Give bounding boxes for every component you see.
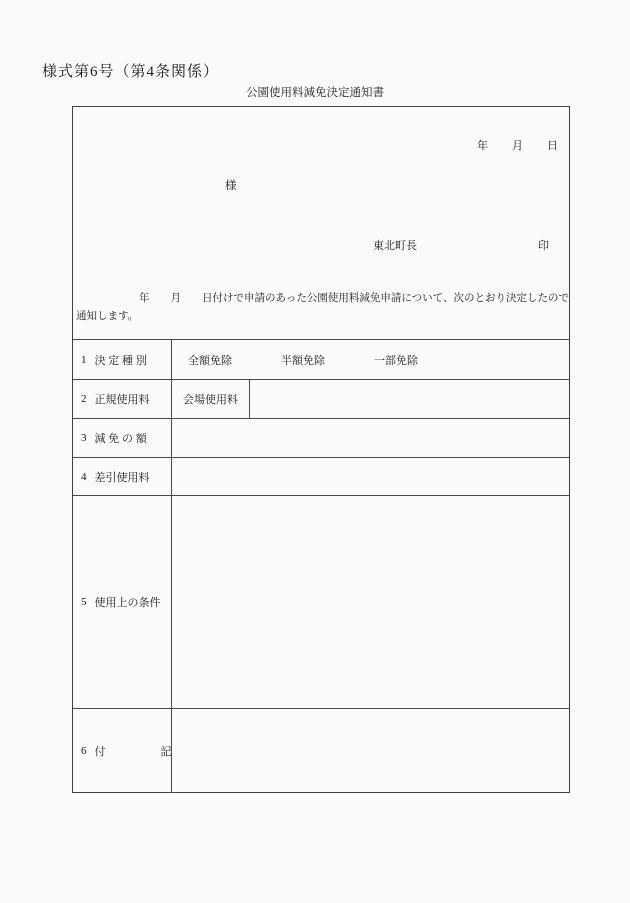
- table-row-net-fee: [73, 457, 569, 495]
- regular-fee-value-cell: [250, 380, 569, 418]
- row-label-net-fee: [73, 458, 172, 495]
- option-half-exemption: 半額免除: [281, 354, 325, 367]
- remarks-value-cell: [172, 709, 569, 793]
- exemption-amount-value-cell: [172, 419, 569, 457]
- venue-fee-label: 会場使用料: [172, 380, 250, 418]
- row-number: 3: [81, 432, 87, 444]
- row-label-text: 付 記: [94, 746, 172, 758]
- seal-mark: 印: [538, 240, 549, 252]
- notice-paragraph: [76, 290, 569, 326]
- form-number: 様式第6号（第4条関係）: [42, 64, 220, 80]
- row-number: 6: [81, 745, 87, 757]
- net-fee-value-cell: [172, 458, 569, 495]
- row-number: 2: [81, 393, 87, 405]
- row-label-text: 決 定 種 別: [94, 354, 147, 367]
- row-label-text: 使用上の条件: [94, 597, 161, 609]
- day-label: 日: [547, 140, 558, 152]
- table-row-remarks: [73, 708, 569, 793]
- row-label-remarks: [73, 709, 172, 793]
- notice-line-1: 年 月 日付けで申請のあった公園使用料減免申請について、次のとおり決定したので: [76, 293, 569, 304]
- addressee-honorific: 様: [225, 180, 237, 192]
- table-row-decision-type: [73, 339, 569, 379]
- row-label-text: 減 免 の 額: [94, 433, 147, 445]
- row-label-text: 正規使用料: [94, 394, 150, 406]
- notice-line-2: 通知します。: [76, 311, 139, 322]
- option-partial-exemption: 一部免除: [374, 354, 418, 367]
- form-header: [73, 107, 569, 339]
- month-label: 月: [512, 140, 523, 152]
- row-number: 4: [81, 470, 87, 483]
- option-full-exemption: 全額免除: [188, 354, 232, 367]
- decision-options-cell: [172, 340, 569, 379]
- issuer-title: 東北町長: [373, 240, 417, 252]
- row-label-text: 差引使用料: [94, 471, 150, 484]
- row-label-usage-conditions: [73, 496, 172, 708]
- document-title: 公園使用料減免決定通知書: [246, 87, 384, 99]
- form-box: [72, 106, 570, 793]
- issuer-line: [73, 237, 569, 251]
- row-number: 1: [81, 353, 87, 366]
- row-label-exemption-amount: [73, 419, 172, 457]
- date-line: [477, 137, 558, 153]
- row-number: 5: [81, 596, 87, 608]
- table-row-exemption-amount: [73, 418, 569, 457]
- usage-conditions-value-cell: [172, 496, 569, 708]
- table-row-regular-fee: [73, 379, 569, 418]
- row-label-decision-type: [73, 340, 172, 379]
- table-row-usage-conditions: [73, 495, 569, 708]
- row-label-regular-fee: [73, 380, 172, 418]
- year-label: 年: [477, 140, 488, 152]
